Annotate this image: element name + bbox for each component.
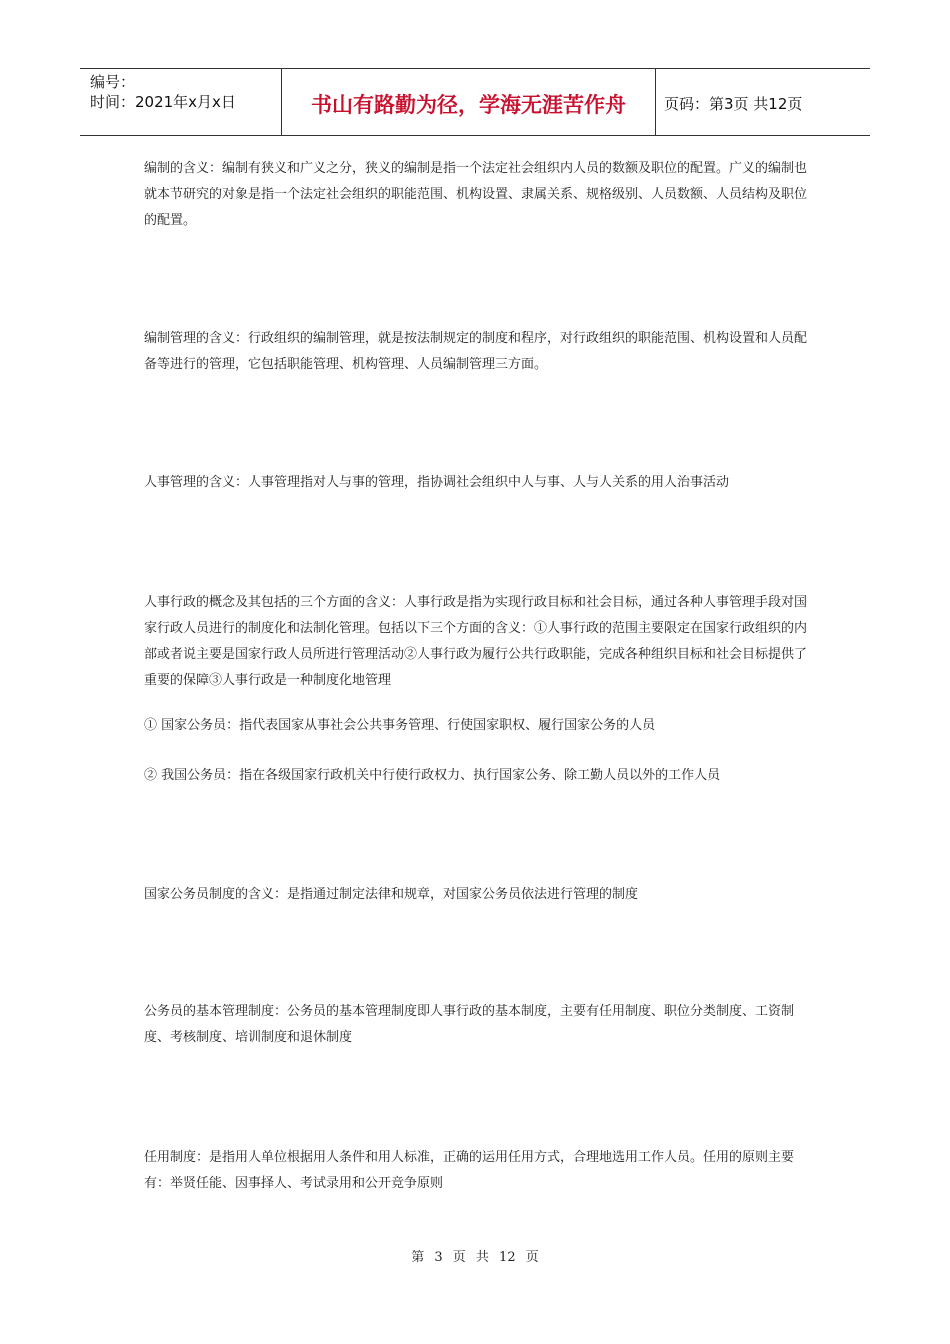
header-meta (80, 69, 282, 135)
document-time-label: 时间：2021年x月x日 (90, 93, 236, 111)
document-number-label: 编号： (90, 73, 136, 91)
page-header (80, 68, 870, 136)
paragraph-bianzhi-management: 编制管理的含义：行政组织的编制管理，就是按法制规定的制度和程序，对行政组织的职能范围、机构设置和人员配备等进行的管理，它包括职能管理、机构管理、人员编制管理三方面。 (144, 331, 808, 372)
paragraph-personnel-administration: 人事行政的概念及其包括的三个方面的含义：人事行政是指为实现行政目标和社会目标，通过各种人事管理手段对国家行政人员进行的制度化和法制化管理。包括以下三个方面的含义：①人事行政的范围主要限定在国家行政组织的内部或者说主要是国家行政人员所进行管理活动②人事行政为履行公共行政职能，完成各种组织目标和社会目标提供了重要的保障③人事行政是一种制度化地管理 (144, 595, 808, 688)
paragraph-basic-management-system: 公务员的基本管理制度：公务员的基本管理制度即人事行政的基本制度，主要有任用制度、职位分类制度、工资制度、考核制度、培训制度和退休制度 (144, 1004, 795, 1045)
header-page-number: 页码：第3页 共12页 (664, 94, 803, 113)
paragraph-appointment-system: 任用制度：是指用人单位根据用人条件和用人标准，正确的运用任用方式，合理地选用工作人员。任用的原则主要有：举贤任能、因事择人、考试录用和公开竞争原则 (144, 1150, 795, 1191)
paragraph-personnel-management: 人事管理的含义：人事管理指对人与事的管理，指协调社会组织中人与事、人与人关系的用人治事活动 (144, 475, 730, 490)
paragraph-civil-servant-national: ① 国家公务员：指代表国家从事社会公共事务管理、行使国家职权、履行国家公务的人员 (144, 718, 656, 733)
header-motto: 书山有路勤为径，学海无涯苦作舟 (282, 69, 656, 135)
paragraph-civil-servant-china: ② 我国公务员：指在各级国家行政机关中行使行政权力、执行国家公务、除工勤人员以外的工作人员 (144, 768, 721, 783)
page-footer: 第 3 页 共 12 页 (411, 1250, 539, 1265)
paragraph-civil-service-system: 国家公务员制度的含义：是指通过制定法律和规章，对国家公务员依法进行管理的制度 (144, 887, 639, 902)
paragraph-bianzhi-definition: 编制的含义：编制有狭义和广义之分，狭义的编制是指一个法定社会组织内人员的数额及职位的配置。广义的编制也就本节研究的对象是指一个法定社会组织的职能范围、机构设置、隶属关系、规格级别、人员数额、人员结构及职位的配置。 (144, 161, 808, 228)
